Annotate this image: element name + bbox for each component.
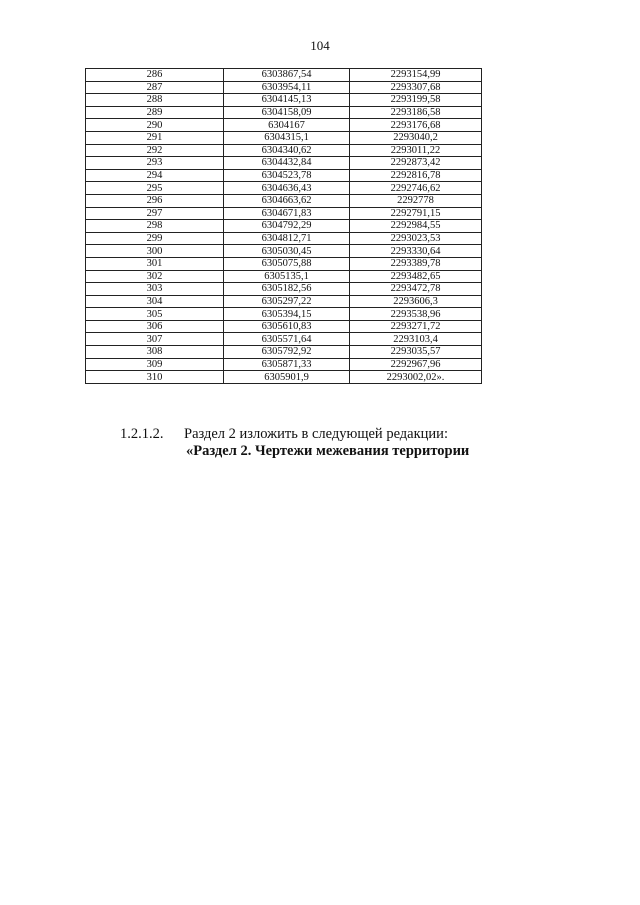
- table-row: [86, 106, 482, 119]
- table-row: [86, 169, 482, 182]
- y-coordinate-cell: 2293011,22: [350, 144, 482, 157]
- y-coordinate-cell: 2293040,2: [350, 131, 482, 144]
- table-row: [86, 283, 482, 296]
- point-number-cell: 287: [86, 81, 224, 94]
- point-number-cell: 302: [86, 270, 224, 283]
- x-coordinate-cell: 6304812,71: [224, 232, 350, 245]
- point-number-cell: 309: [86, 358, 224, 371]
- x-coordinate-cell: 6304158,09: [224, 106, 350, 119]
- x-coordinate-cell: 6305792,92: [224, 346, 350, 359]
- point-number-cell: 303: [86, 283, 224, 296]
- point-number-cell: 300: [86, 245, 224, 258]
- y-coordinate-cell: 2293307,68: [350, 81, 482, 94]
- table-row: [86, 333, 482, 346]
- y-coordinate-cell: 2293035,57: [350, 346, 482, 359]
- table-row: [86, 69, 482, 82]
- table-row: [86, 232, 482, 245]
- table-row: [86, 270, 482, 283]
- x-coordinate-cell: 6305610,83: [224, 320, 350, 333]
- point-number-cell: 304: [86, 295, 224, 308]
- y-coordinate-cell: 2292746,62: [350, 182, 482, 195]
- x-coordinate-cell: 6304636,43: [224, 182, 350, 195]
- point-number-cell: 298: [86, 220, 224, 233]
- amendment-instruction: [120, 426, 448, 443]
- y-coordinate-cell: 2293606,3: [350, 295, 482, 308]
- instruction-text: Раздел 2 изложить в следующей редакции:: [184, 426, 448, 442]
- point-number-cell: 294: [86, 169, 224, 182]
- point-number-cell: 286: [86, 69, 224, 82]
- y-coordinate-cell: 2292984,55: [350, 220, 482, 233]
- y-coordinate-cell: 2293199,58: [350, 94, 482, 107]
- y-coordinate-cell: 2293154,99: [350, 69, 482, 82]
- x-coordinate-cell: 6303867,54: [224, 69, 350, 82]
- x-coordinate-cell: 6305571,64: [224, 333, 350, 346]
- x-coordinate-cell: 6305871,33: [224, 358, 350, 371]
- instruction-number: 1.2.1.2.: [120, 426, 164, 442]
- point-number-cell: 310: [86, 371, 224, 384]
- y-coordinate-cell: 2292778: [350, 194, 482, 207]
- table-row: [86, 257, 482, 270]
- coordinates-table-body: [86, 69, 482, 384]
- point-number-cell: 301: [86, 257, 224, 270]
- x-coordinate-cell: 6305297,22: [224, 295, 350, 308]
- y-coordinate-cell: 2293271,72: [350, 320, 482, 333]
- x-coordinate-cell: 6304315,1: [224, 131, 350, 144]
- y-coordinate-cell: 2292816,78: [350, 169, 482, 182]
- section-heading: «Раздел 2. Чертежи межевания территории: [186, 443, 470, 459]
- point-number-cell: 290: [86, 119, 224, 132]
- x-coordinate-cell: 6305182,56: [224, 283, 350, 296]
- x-coordinate-cell: 6304432,84: [224, 157, 350, 170]
- x-coordinate-cell: 6305030,45: [224, 245, 350, 258]
- table-row: [86, 320, 482, 333]
- page-number: 104: [310, 38, 330, 53]
- table-row: [86, 358, 482, 371]
- x-coordinate-cell: 6304792,29: [224, 220, 350, 233]
- y-coordinate-cell: 2293002,02».: [350, 371, 482, 384]
- x-coordinate-cell: 6305075,88: [224, 257, 350, 270]
- x-coordinate-cell: 6305901,9: [224, 371, 350, 384]
- y-coordinate-cell: 2292967,96: [350, 358, 482, 371]
- y-coordinate-cell: 2293538,96: [350, 308, 482, 321]
- y-coordinate-cell: 2292873,42: [350, 157, 482, 170]
- table-row: [86, 94, 482, 107]
- table-row: [86, 207, 482, 220]
- point-number-cell: 297: [86, 207, 224, 220]
- point-number-cell: 299: [86, 232, 224, 245]
- y-coordinate-cell: 2293472,78: [350, 283, 482, 296]
- point-number-cell: 306: [86, 320, 224, 333]
- table-row: [86, 81, 482, 94]
- point-number-cell: 292: [86, 144, 224, 157]
- table-row: [86, 371, 482, 384]
- table-row: [86, 144, 482, 157]
- y-coordinate-cell: 2293023,53: [350, 232, 482, 245]
- table-row: [86, 220, 482, 233]
- point-number-cell: 293: [86, 157, 224, 170]
- table-row: [86, 182, 482, 195]
- x-coordinate-cell: 6304167: [224, 119, 350, 132]
- table-row: [86, 245, 482, 258]
- table-row: [86, 295, 482, 308]
- table-row: [86, 308, 482, 321]
- x-coordinate-cell: 6304523,78: [224, 169, 350, 182]
- y-coordinate-cell: 2293176,68: [350, 119, 482, 132]
- table-row: [86, 131, 482, 144]
- x-coordinate-cell: 6304671,83: [224, 207, 350, 220]
- point-number-cell: 295: [86, 182, 224, 195]
- x-coordinate-cell: 6305135,1: [224, 270, 350, 283]
- y-coordinate-cell: 2293482,65: [350, 270, 482, 283]
- y-coordinate-cell: 2292791,15: [350, 207, 482, 220]
- x-coordinate-cell: 6304145,13: [224, 94, 350, 107]
- point-number-cell: 291: [86, 131, 224, 144]
- point-number-cell: 289: [86, 106, 224, 119]
- point-number-cell: 288: [86, 94, 224, 107]
- x-coordinate-cell: 6305394,15: [224, 308, 350, 321]
- y-coordinate-cell: 2293330,64: [350, 245, 482, 258]
- table-row: [86, 157, 482, 170]
- point-number-cell: 308: [86, 346, 224, 359]
- y-coordinate-cell: 2293186,58: [350, 106, 482, 119]
- point-number-cell: 296: [86, 194, 224, 207]
- coordinates-table: [85, 68, 482, 384]
- point-number-cell: 305: [86, 308, 224, 321]
- table-row: [86, 194, 482, 207]
- y-coordinate-cell: 2293389,78: [350, 257, 482, 270]
- x-coordinate-cell: 6303954,11: [224, 81, 350, 94]
- x-coordinate-cell: 6304663,62: [224, 194, 350, 207]
- y-coordinate-cell: 2293103,4: [350, 333, 482, 346]
- table-row: [86, 346, 482, 359]
- point-number-cell: 307: [86, 333, 224, 346]
- table-row: [86, 119, 482, 132]
- x-coordinate-cell: 6304340,62: [224, 144, 350, 157]
